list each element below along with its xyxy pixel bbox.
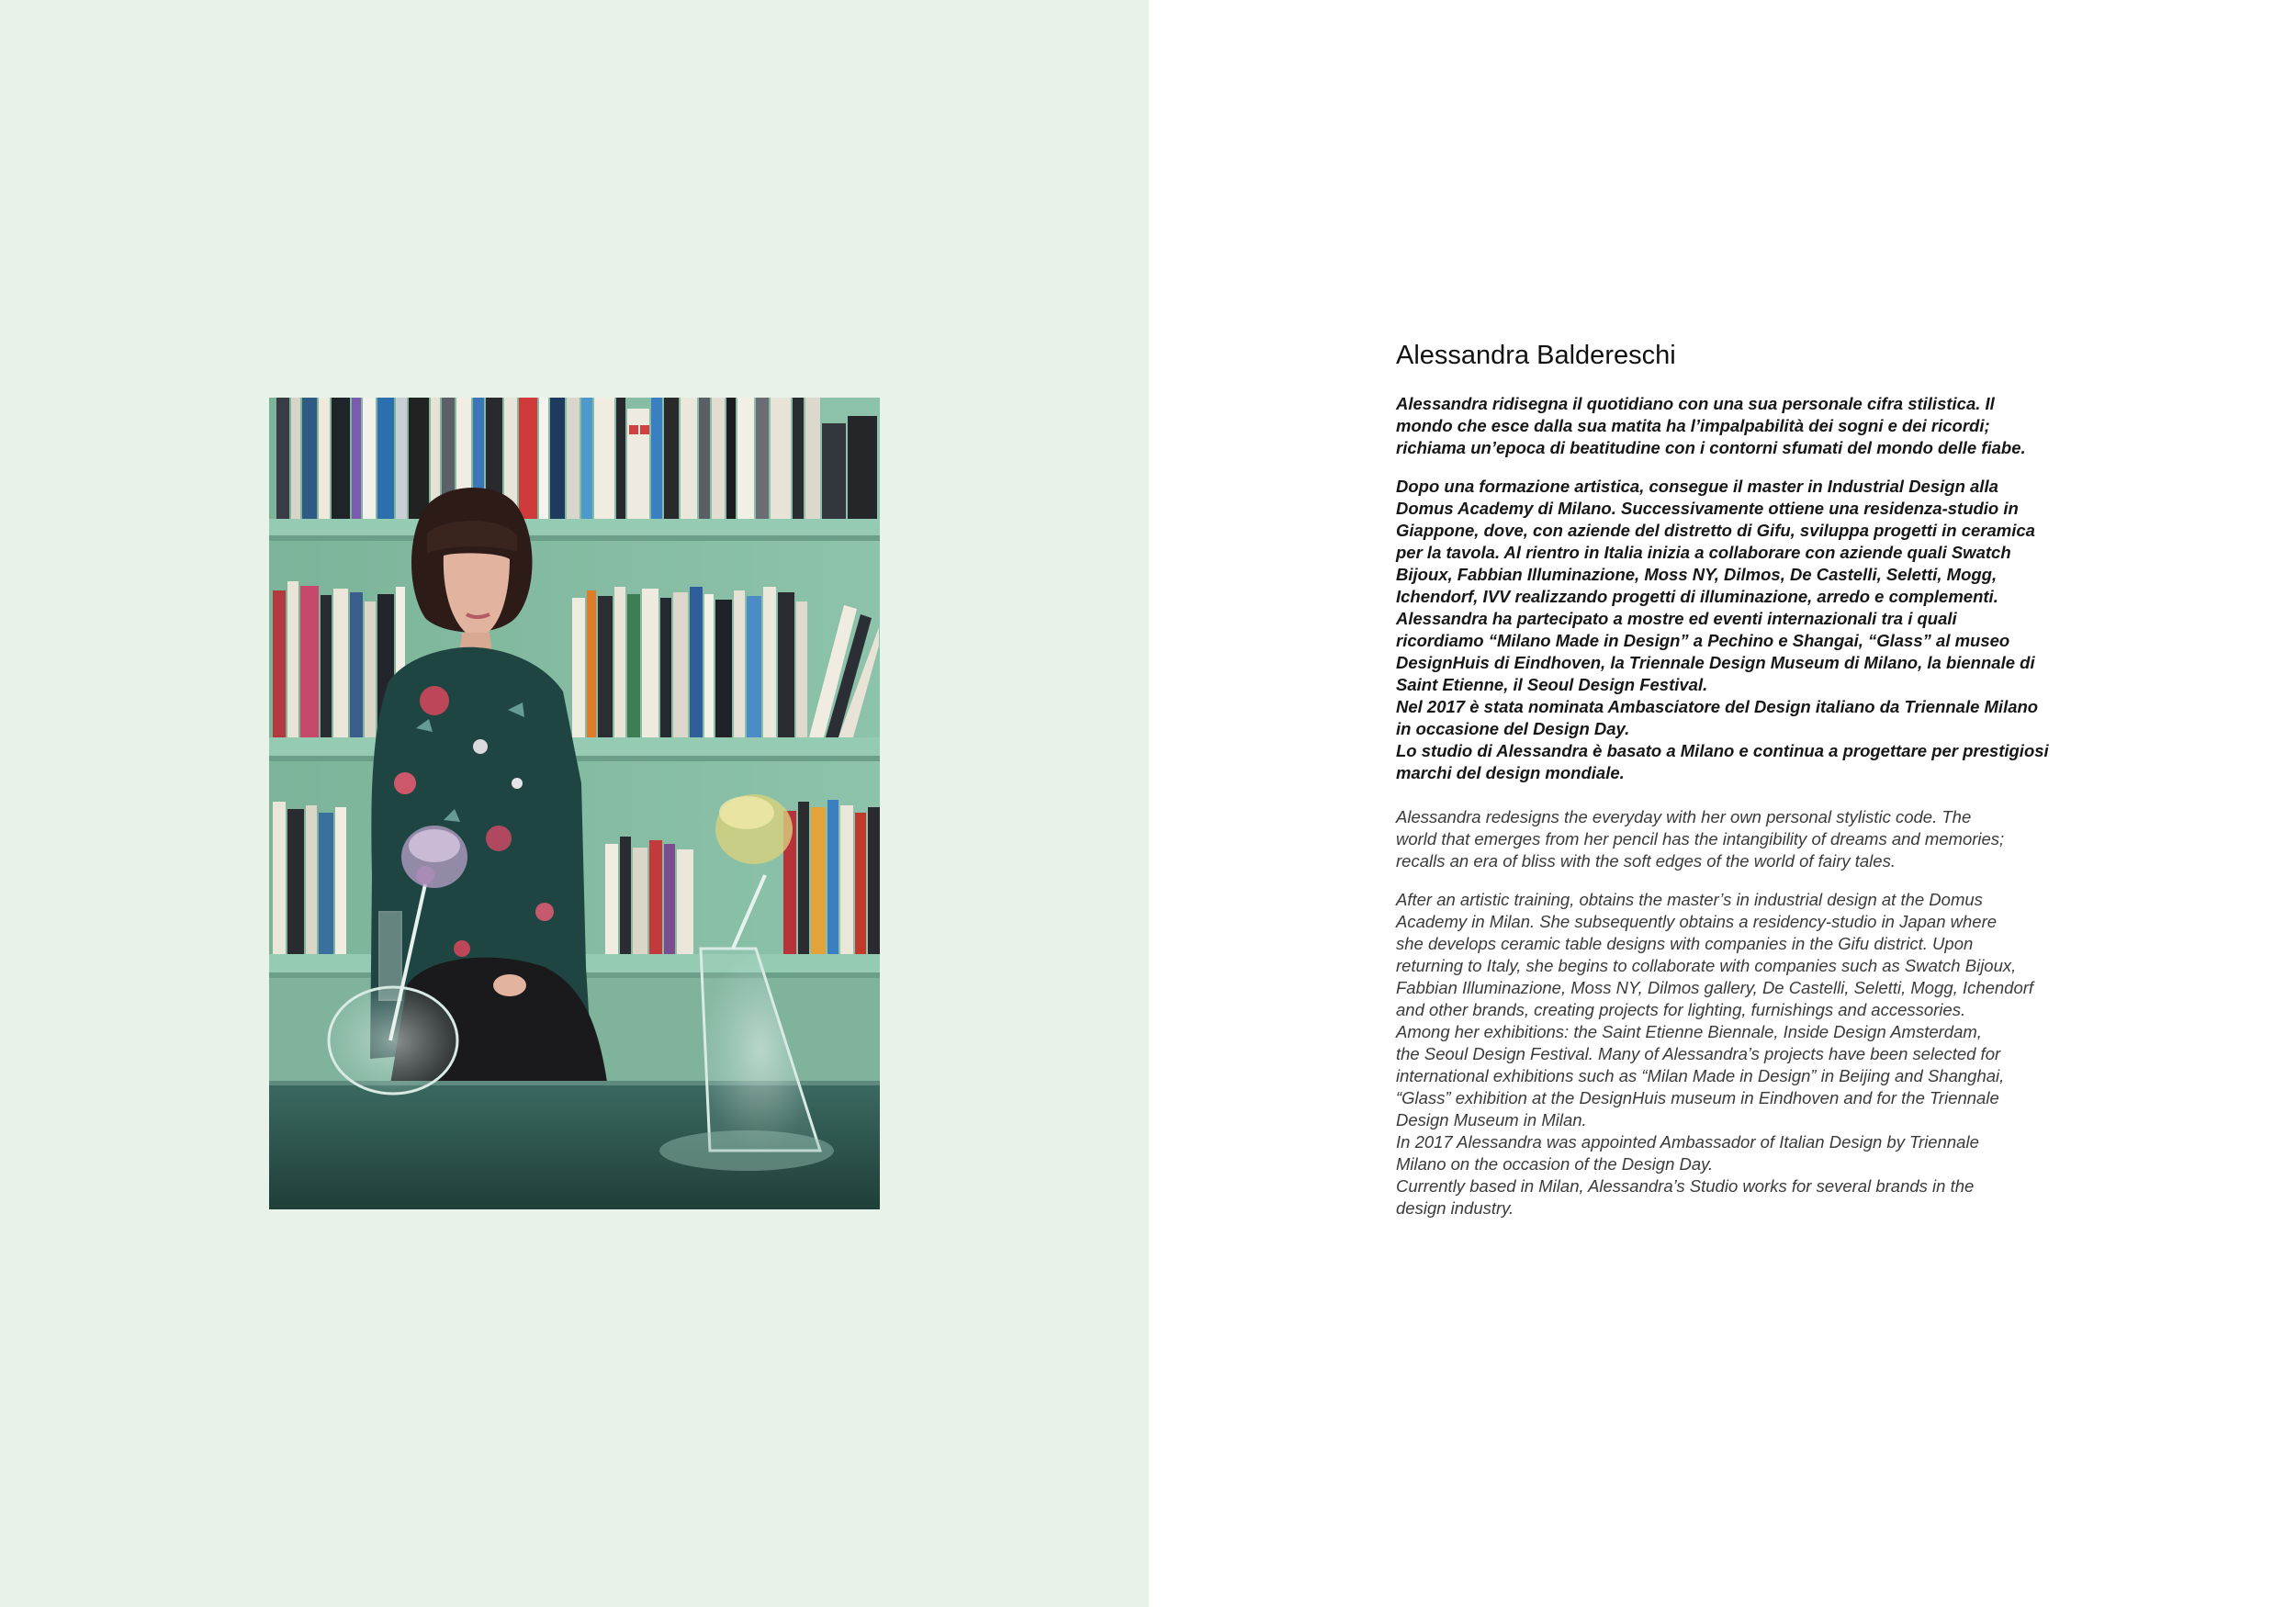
italian-biography-paragraph: Dopo una formazione artistica, consegue il master in Industrial Design alla Domus Academy di Milano. Successivamente ottiene una residenza-studio in Giappone, dove, con aziende del distretto di Gifu, sviluppa progetti in ceramica per la tavola. Al rientro in Italia inizia a collaborare con aziende quali Swatch Bijoux, Fabbian Illuminazione, Moss NY, Dilmos, De Castelli, Seletti, Mogg, Ichendorf, IVV realizzando progetti di illuminazione, arredo e complementi. Alessandra ha partecipato a mostre ed eventi internazionali tra i quali ricordiamo “Milano Made in Design” a Pechino e Shangai, “Glass” al museo DesignHuis di Eindhoven, la Triennale Design Museum di Milano, la biennale di Saint Etienne, il Seoul Design Festival. Nel 2017 è stata nominata Ambasciatore del Design italiano da Triennale Milano in occasione del Design Day. Lo studio di Alessandra è basato a Milano e continua a progettare per prestigiosi marchi del design mondiale.	[1396, 477, 2049, 782]
designer-name: Alessandra Baldereschi	[1396, 341, 1676, 370]
biography-text-column	[1396, 338, 2068, 1219]
portrait-photo	[269, 398, 880, 1209]
italian-intro-paragraph: Alessandra ridisegna il quotidiano con una sua personale cifra stilistica. Il mondo che esce dalla sua matita ha l’impalpabilità dei sogni e dei ricordi; richiama un’epoca di beatitudine con i contorni sfumati del mondo delle fiabe.	[1396, 394, 2026, 457]
top-shelf-books	[276, 398, 877, 519]
top-shelf	[269, 519, 880, 535]
english-intro-paragraph: Alessandra redesigns the everyday with her own personal stylistic code. The world that emerges from her pencil has the intangibility of dreams and memories; recalls an era of bliss with the soft edges of the world of fairy tales.	[1396, 807, 2005, 871]
english-biography-paragraph: After an artistic training, obtains the master’s in industrial design at the Domus Academy in Milan. She subsequently obtains a residency-studio in Japan where she develops ceramic table designs with companies in the Gifu district. Upon returning to Italy, she begins to collaborate with companies such as Swatch Bijoux, Fabbian Illuminazione, Moss NY, Dilmos gallery, De Castelli, Seletti, Mogg, Ichendorf and other brands, creating projects for lighting, furnishings and accessories. Among her exhibitions: the Saint Etienne Biennale, Inside Design Amsterdam, the Seoul Design Festival. Many of Alessandra’s projects have been selected for international exhibitions such as “Milan Made in Design” in Beijing and Shanghai, “Glass” exhibition at the DesignHuis museum in Eindhoven and for the Triennale Design Museum in Milan. In 2017 Alessandra was appointed Ambassador of Italian Design by Triennale Milano on the occasion of the Design Day. Currently based in Milan, Alessandra’s Studio works for several brands in the design industry.	[1396, 890, 2034, 1218]
